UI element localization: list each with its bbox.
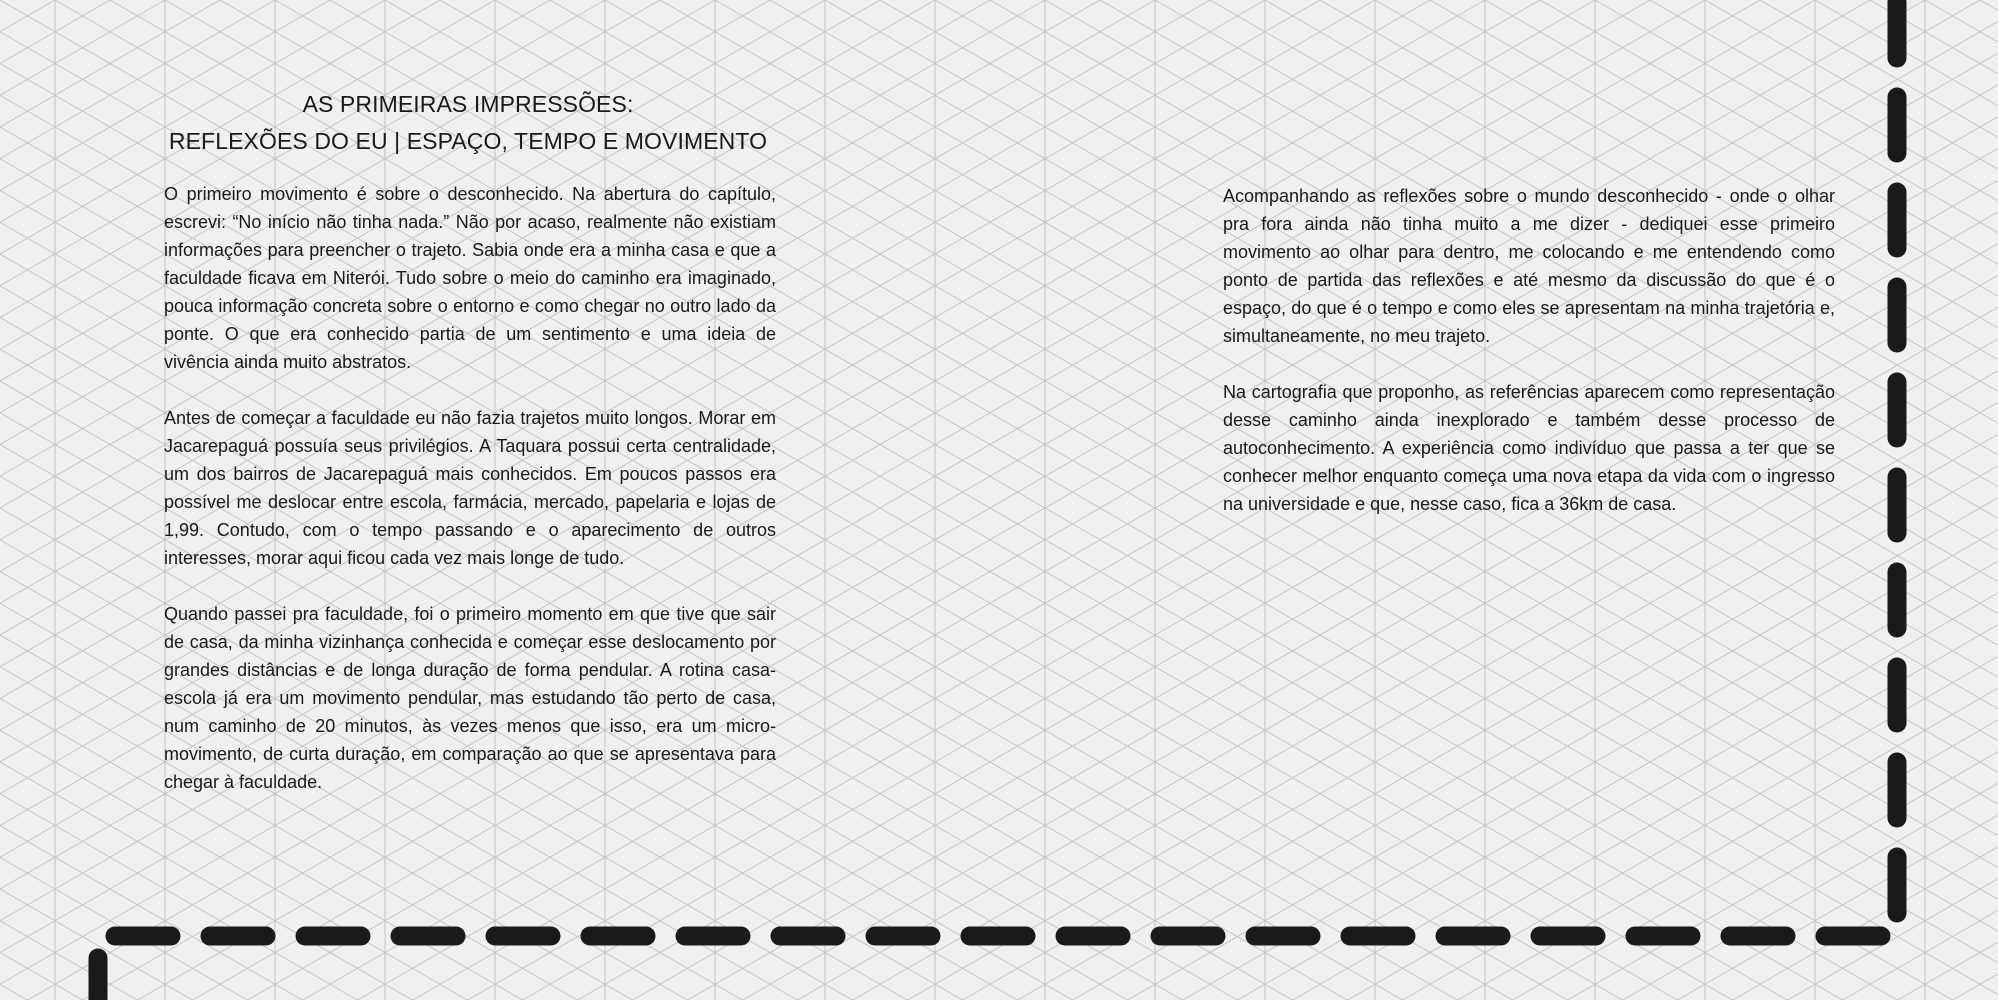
right-text-column: [1223, 182, 1835, 546]
paragraph: Antes de começar a faculdade eu não fazia trajetos muito longos. Morar em Jacarepaguá possuía seus privilégios. A Taquara possui certa centralidade, um dos bairros de Jacarepaguá mais conhecidos. Em poucos passos era possível me deslocar entre escola, farmácia, mercado, papelaria e lojas de 1,99. Contudo, com o tempo passando e o aparecimento de outros interesses, morar aqui ficou cada vez mais longe de tudo.: [164, 408, 776, 568]
paragraph: O primeiro movimento é sobre o desconhecido. Na abertura do capítulo, escrevi: “No início não tinha nada.” Não por acaso, realmente não existiam informações para preencher o trajeto. Sabia onde era a minha casa e que a faculdade ficava em Niterói. Tudo sobre o meio do caminho era imaginado, pouca informação concreta sobre o entorno e como chegar no outro lado da ponte. O que era conhecido partia de um sentimento e uma ideia de vivência ainda muito abstratos.: [164, 184, 776, 372]
left-text-column: [164, 180, 776, 824]
paragraph: Quando passei pra faculdade, foi o primeiro momento em que tive que sair de casa, da minha vizinhança conhecida e começar esse deslocamento por grandes distâncias e de longa duração de forma pendular. A rotina casa-escola já era um movimento pendular, mas estudando tão perto de casa, num caminho de 20 minutos, às vezes menos que isso, era um micro-movimento, de curta duração, em comparação ao que se apresentava para chegar à faculdade.: [164, 604, 776, 792]
title-line-1: AS PRIMEIRAS IMPRESSÕES:: [302, 91, 634, 117]
paragraph: Na cartografia que proponho, as referências aparecem como representação desse caminho ainda inexplorado e também desse processo de autoconhecimento. A experiência como indivíduo que passa a ter que se conhecer melhor enquanto começa uma nova etapa da vida com o ingresso na universidade e que, nesse caso, fica a 36km de casa.: [1223, 382, 1835, 514]
page-title: [160, 86, 776, 160]
title-line-2: REFLEXÕES DO EU | ESPAÇO, TEMPO E MOVIMENTO: [168, 128, 768, 154]
paragraph: Acompanhando as reflexões sobre o mundo desconhecido - onde o olhar pra fora ainda não tinha muito a me dizer - dediquei esse primeiro movimento ao olhar para dentro, me colocando e me entendendo como ponto de partida das reflexões e até mesmo da discussão do que é o espaço, do que é o tempo e como eles se apresentam na minha trajetória e, simultaneamente, no meu trajeto.: [1223, 186, 1835, 346]
